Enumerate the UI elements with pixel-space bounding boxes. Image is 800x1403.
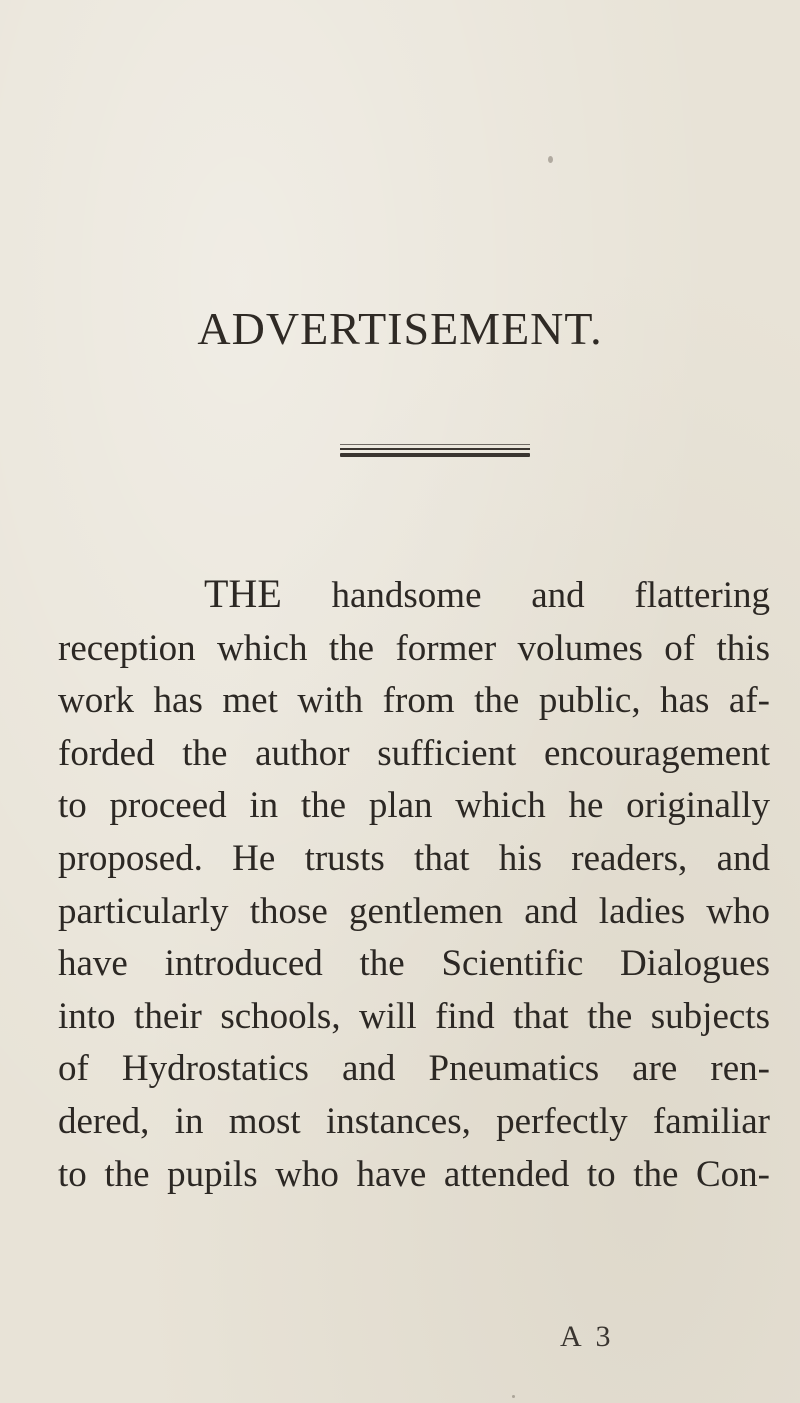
paper-speck <box>512 1395 515 1398</box>
paragraph-line-8: have introduced the Scientific Dialogues <box>58 943 770 985</box>
paragraph-line-2: reception which the former volumes of this <box>58 627 770 669</box>
page-heading: ADVERTISEMENT. <box>197 303 603 354</box>
advertisement-paragraph <box>58 568 770 1201</box>
paragraph-line-10: of Hydrostatics and Pneumatics are ren- <box>58 1048 770 1090</box>
paragraph-line-3: work has met with from the public, has af- <box>58 680 770 722</box>
paragraph-line-5: to proceed in the plan which he originally <box>58 785 770 827</box>
rule-line-medium <box>340 448 530 450</box>
paragraph-line-6: proposed. He trusts that his readers, and <box>58 837 770 879</box>
paper-speck <box>548 156 553 163</box>
signature-mark: A 3 <box>560 1320 615 1353</box>
decorative-rule <box>340 444 530 458</box>
paragraph-line-7: particularly those gentlemen and ladies who <box>58 890 770 932</box>
paragraph-line-1 <box>58 568 770 623</box>
paragraph-first-line-rest: handsome and flattering <box>281 575 770 616</box>
paragraph-line-11: dered, in most instances, perfectly familiar <box>58 1100 770 1142</box>
paragraph-line-12: to the pupils who have attended to the Con- <box>58 1153 770 1195</box>
paragraph-line-4: forded the author sufficient encouragement <box>58 732 770 774</box>
paragraph-lead-word: THE <box>204 571 282 616</box>
paragraph-line-9: into their schools, will find that the subjects <box>58 995 770 1037</box>
rule-line-thick <box>340 453 530 457</box>
paper-speck <box>300 905 303 908</box>
rule-line-thin <box>340 444 530 445</box>
